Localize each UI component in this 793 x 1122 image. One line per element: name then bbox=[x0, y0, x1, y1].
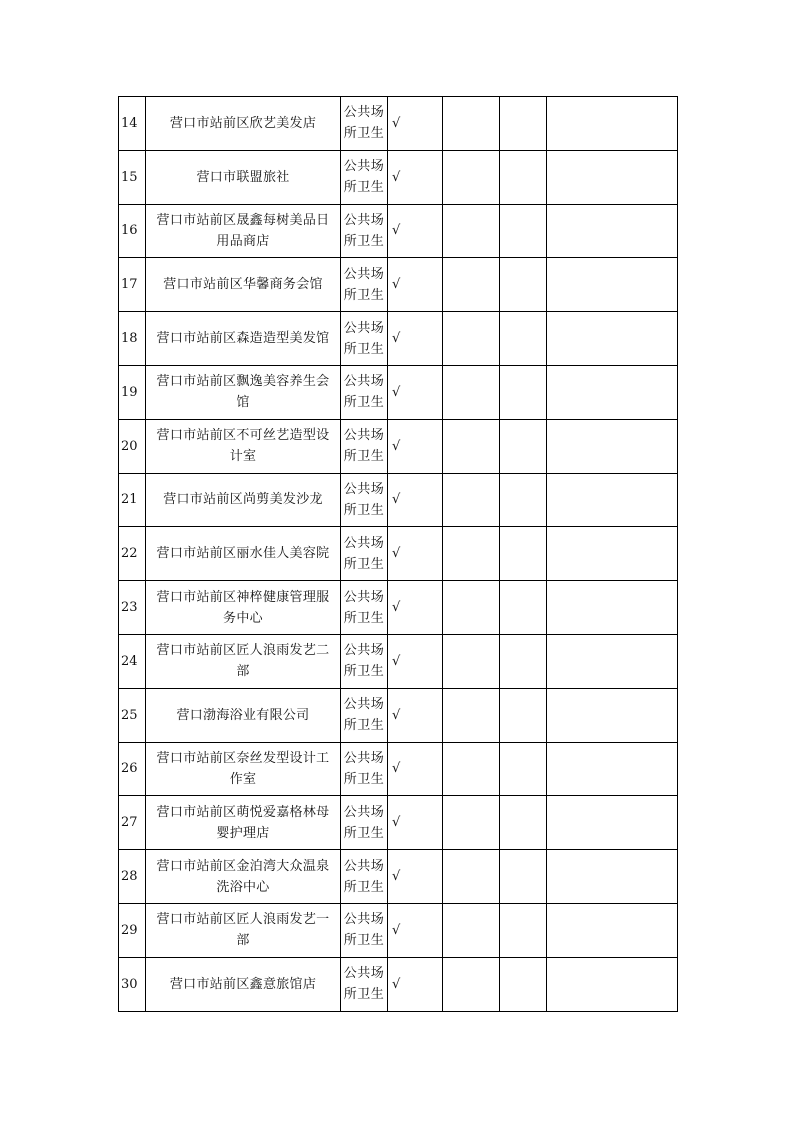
category-cell bbox=[341, 742, 388, 796]
empty-cell bbox=[500, 419, 547, 473]
category-line-2: 所卫生 bbox=[343, 718, 385, 734]
category-cell bbox=[341, 473, 388, 527]
category-line-2: 所卫生 bbox=[343, 879, 385, 895]
check-mark: √ bbox=[388, 796, 443, 850]
row-number: 16 bbox=[119, 204, 146, 258]
establishment-name: 营口渤海浴业有限公司 bbox=[146, 688, 341, 742]
category-line-1: 公共场 bbox=[343, 804, 385, 820]
table-row bbox=[119, 527, 678, 581]
empty-cell bbox=[500, 150, 547, 204]
row-number: 21 bbox=[119, 473, 146, 527]
check-mark: √ bbox=[388, 903, 443, 957]
category-line-1: 公共场 bbox=[343, 697, 385, 713]
table-row bbox=[119, 688, 678, 742]
category-line-2: 所卫生 bbox=[343, 233, 385, 249]
empty-cell bbox=[500, 473, 547, 527]
establishment-name: 营口市联盟旅社 bbox=[146, 150, 341, 204]
category-line-1: 公共场 bbox=[343, 320, 385, 336]
category-cell bbox=[341, 688, 388, 742]
establishment-name: 营口市站前区不可丝艺造型设计室 bbox=[146, 419, 341, 473]
empty-cell bbox=[500, 581, 547, 635]
check-mark: √ bbox=[388, 688, 443, 742]
table-row bbox=[119, 258, 678, 312]
empty-cell bbox=[500, 957, 547, 1011]
row-number: 17 bbox=[119, 258, 146, 312]
category-cell bbox=[341, 97, 388, 151]
row-number: 22 bbox=[119, 527, 146, 581]
empty-cell bbox=[500, 903, 547, 957]
category-line-2: 所卫生 bbox=[343, 180, 385, 196]
empty-cell bbox=[547, 796, 678, 850]
category-line-1: 公共场 bbox=[343, 643, 385, 659]
row-number: 29 bbox=[119, 903, 146, 957]
category-cell bbox=[341, 419, 388, 473]
row-number: 26 bbox=[119, 742, 146, 796]
category-line-1: 公共场 bbox=[343, 966, 385, 982]
empty-cell bbox=[500, 634, 547, 688]
category-cell bbox=[341, 796, 388, 850]
category-line-2: 所卫生 bbox=[343, 341, 385, 357]
empty-cell bbox=[547, 150, 678, 204]
empty-cell bbox=[547, 742, 678, 796]
category-line-2: 所卫生 bbox=[343, 502, 385, 518]
establishment-name: 营口市站前区匠人浪雨发艺二部 bbox=[146, 634, 341, 688]
row-number: 18 bbox=[119, 312, 146, 366]
empty-cell bbox=[443, 850, 500, 904]
establishment-name: 营口市站前区神椊健康管理服务中心 bbox=[146, 581, 341, 635]
category-line-2: 所卫生 bbox=[343, 933, 385, 949]
empty-cell bbox=[443, 581, 500, 635]
check-mark: √ bbox=[388, 527, 443, 581]
empty-cell bbox=[443, 634, 500, 688]
table-row bbox=[119, 150, 678, 204]
category-cell bbox=[341, 581, 388, 635]
establishment-name: 营口市站前区尚剪美发沙龙 bbox=[146, 473, 341, 527]
row-number: 19 bbox=[119, 365, 146, 419]
category-line-2: 所卫生 bbox=[343, 825, 385, 841]
empty-cell bbox=[443, 473, 500, 527]
establishment-name: 营口市站前区晟鑫每树美品日用品商店 bbox=[146, 204, 341, 258]
establishment-name: 营口市站前区奈丝发型设计工作室 bbox=[146, 742, 341, 796]
category-line-1: 公共场 bbox=[343, 858, 385, 874]
empty-cell bbox=[500, 97, 547, 151]
table-row bbox=[119, 850, 678, 904]
category-cell bbox=[341, 365, 388, 419]
check-mark: √ bbox=[388, 581, 443, 635]
table-row bbox=[119, 903, 678, 957]
check-mark: √ bbox=[388, 957, 443, 1011]
empty-cell bbox=[443, 903, 500, 957]
category-line-1: 公共场 bbox=[343, 912, 385, 928]
table-row bbox=[119, 312, 678, 366]
empty-cell bbox=[443, 688, 500, 742]
table-row bbox=[119, 97, 678, 151]
check-mark: √ bbox=[388, 473, 443, 527]
establishment-name: 营口市站前区丽水佳人美容院 bbox=[146, 527, 341, 581]
category-line-1: 公共场 bbox=[343, 105, 385, 121]
empty-cell bbox=[443, 419, 500, 473]
check-mark: √ bbox=[388, 850, 443, 904]
table-body bbox=[119, 97, 678, 1012]
row-number: 24 bbox=[119, 634, 146, 688]
category-cell bbox=[341, 850, 388, 904]
empty-cell bbox=[500, 688, 547, 742]
row-number: 27 bbox=[119, 796, 146, 850]
table-row bbox=[119, 634, 678, 688]
empty-cell bbox=[500, 258, 547, 312]
establishment-name: 营口市站前区欣艺美发店 bbox=[146, 97, 341, 151]
empty-cell bbox=[443, 365, 500, 419]
category-line-2: 所卫生 bbox=[343, 664, 385, 680]
empty-cell bbox=[547, 688, 678, 742]
establishment-name: 营口市站前区金泊湾大众温泉洗浴中心 bbox=[146, 850, 341, 904]
table-row bbox=[119, 957, 678, 1011]
empty-cell bbox=[443, 742, 500, 796]
row-number: 30 bbox=[119, 957, 146, 1011]
category-line-1: 公共场 bbox=[343, 535, 385, 551]
empty-cell bbox=[547, 473, 678, 527]
check-mark: √ bbox=[388, 419, 443, 473]
table-row bbox=[119, 204, 678, 258]
table-row bbox=[119, 581, 678, 635]
category-line-1: 公共场 bbox=[343, 159, 385, 175]
empty-cell bbox=[500, 742, 547, 796]
category-cell bbox=[341, 957, 388, 1011]
category-line-2: 所卫生 bbox=[343, 610, 385, 626]
empty-cell bbox=[500, 796, 547, 850]
category-line-1: 公共场 bbox=[343, 266, 385, 282]
establishment-name: 营口市站前区鑫意旅馆店 bbox=[146, 957, 341, 1011]
row-number: 28 bbox=[119, 850, 146, 904]
empty-cell bbox=[443, 957, 500, 1011]
empty-cell bbox=[500, 850, 547, 904]
category-cell bbox=[341, 150, 388, 204]
table-row bbox=[119, 365, 678, 419]
category-line-1: 公共场 bbox=[343, 589, 385, 605]
check-mark: √ bbox=[388, 258, 443, 312]
category-cell bbox=[341, 258, 388, 312]
category-cell bbox=[341, 204, 388, 258]
empty-cell bbox=[500, 204, 547, 258]
category-cell bbox=[341, 312, 388, 366]
table-row bbox=[119, 473, 678, 527]
category-line-1: 公共场 bbox=[343, 428, 385, 444]
empty-cell bbox=[547, 258, 678, 312]
establishment-name: 营口市站前区森造造型美发馆 bbox=[146, 312, 341, 366]
empty-cell bbox=[443, 150, 500, 204]
category-line-2: 所卫生 bbox=[343, 395, 385, 411]
empty-cell bbox=[443, 796, 500, 850]
check-mark: √ bbox=[388, 634, 443, 688]
establishment-name: 营口市站前区飘逸美容养生会馆 bbox=[146, 365, 341, 419]
empty-cell bbox=[547, 957, 678, 1011]
row-number: 15 bbox=[119, 150, 146, 204]
table-row bbox=[119, 419, 678, 473]
empty-cell bbox=[547, 365, 678, 419]
check-mark: √ bbox=[388, 97, 443, 151]
check-mark: √ bbox=[388, 742, 443, 796]
row-number: 20 bbox=[119, 419, 146, 473]
empty-cell bbox=[547, 850, 678, 904]
empty-cell bbox=[443, 312, 500, 366]
empty-cell bbox=[547, 581, 678, 635]
establishment-name: 营口市站前区匠人浪雨发艺一部 bbox=[146, 903, 341, 957]
empty-cell bbox=[547, 312, 678, 366]
empty-cell bbox=[443, 258, 500, 312]
empty-cell bbox=[547, 527, 678, 581]
row-number: 14 bbox=[119, 97, 146, 151]
empty-cell bbox=[443, 527, 500, 581]
empty-cell bbox=[443, 97, 500, 151]
empty-cell bbox=[443, 204, 500, 258]
category-line-1: 公共场 bbox=[343, 750, 385, 766]
category-cell bbox=[341, 903, 388, 957]
empty-cell bbox=[500, 312, 547, 366]
empty-cell bbox=[500, 527, 547, 581]
category-line-2: 所卫生 bbox=[343, 449, 385, 465]
check-mark: √ bbox=[388, 312, 443, 366]
category-cell bbox=[341, 634, 388, 688]
category-line-2: 所卫生 bbox=[343, 287, 385, 303]
category-cell bbox=[341, 527, 388, 581]
empty-cell bbox=[547, 634, 678, 688]
establishment-name: 营口市站前区华馨商务会馆 bbox=[146, 258, 341, 312]
row-number: 25 bbox=[119, 688, 146, 742]
category-line-2: 所卫生 bbox=[343, 987, 385, 1003]
category-line-2: 所卫生 bbox=[343, 771, 385, 787]
category-line-1: 公共场 bbox=[343, 374, 385, 390]
empty-cell bbox=[547, 419, 678, 473]
records-table bbox=[118, 96, 678, 1012]
category-line-1: 公共场 bbox=[343, 212, 385, 228]
check-mark: √ bbox=[388, 204, 443, 258]
check-mark: √ bbox=[388, 365, 443, 419]
row-number: 23 bbox=[119, 581, 146, 635]
empty-cell bbox=[547, 903, 678, 957]
establishment-name: 营口市站前区萌悦爱嘉格林母婴护理店 bbox=[146, 796, 341, 850]
table-row bbox=[119, 742, 678, 796]
empty-cell bbox=[547, 97, 678, 151]
check-mark: √ bbox=[388, 150, 443, 204]
category-line-1: 公共场 bbox=[343, 481, 385, 497]
category-line-2: 所卫生 bbox=[343, 556, 385, 572]
table-row bbox=[119, 796, 678, 850]
category-line-2: 所卫生 bbox=[343, 126, 385, 142]
empty-cell bbox=[547, 204, 678, 258]
empty-cell bbox=[500, 365, 547, 419]
